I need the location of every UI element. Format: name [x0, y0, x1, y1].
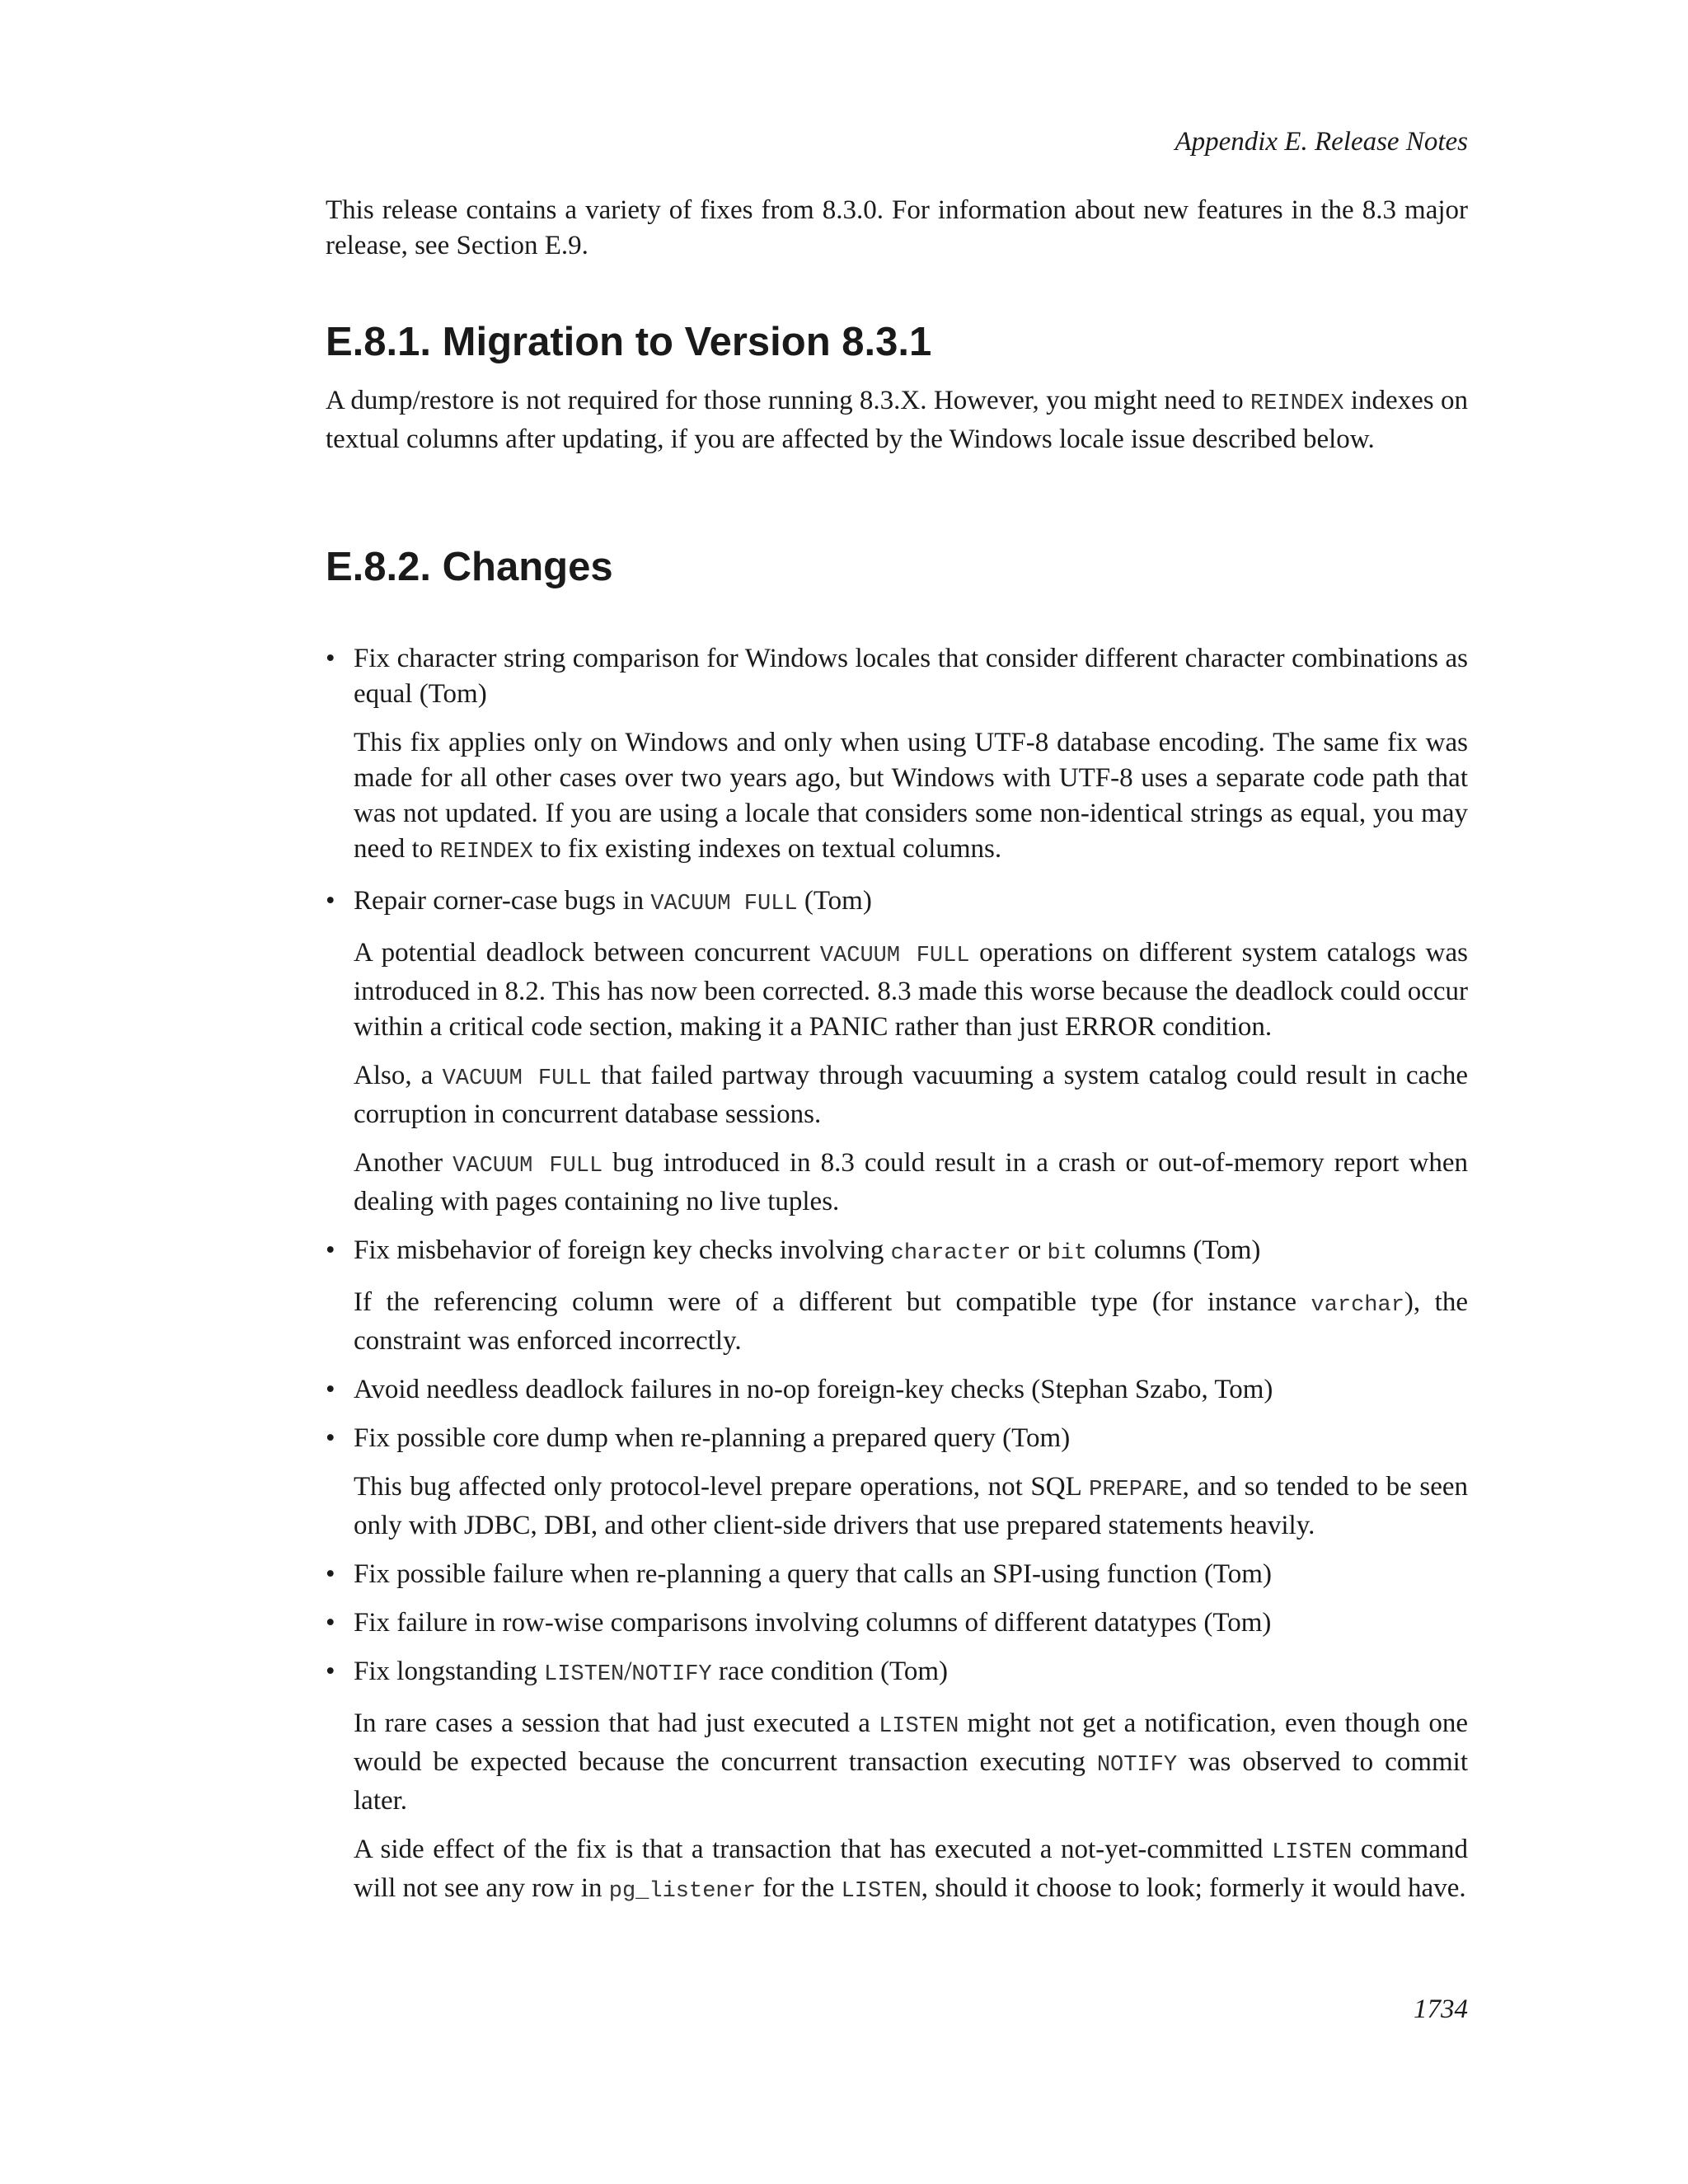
running-header: Appendix E. Release Notes: [1175, 127, 1468, 157]
code-listen: LISTEN: [879, 1714, 959, 1739]
text-run: , and so tended to be seen only with JDBC, DBI, and other client-side drivers that use prepared statements heavily.: [354, 1472, 1468, 1540]
section-heading-migration: E.8.1. Migration to Version 8.3.1: [326, 320, 932, 364]
item-detail: [354, 935, 1468, 1045]
text-run: , should it choose to look; formerly it would have.: [921, 1873, 1466, 1903]
text-run: Fix misbehavior of foreign key checks involving: [354, 1235, 891, 1265]
item-title: Fix character string comparison for Windows locales that consider different character combinations as equal (Tom): [354, 644, 1468, 709]
code-listen: LISTEN: [841, 1879, 921, 1904]
text-run: columns (Tom): [1087, 1235, 1261, 1265]
list-item: [326, 641, 1468, 870]
changes-list: [326, 641, 1468, 1910]
code-reindex: REINDEX: [1250, 391, 1344, 416]
text-run: If the referencing column were of a different but compatible type (for instance: [354, 1287, 1311, 1317]
list-item: [326, 883, 1468, 1220]
bullet-icon: •: [326, 644, 335, 673]
bullet-icon: •: [326, 1657, 335, 1686]
text-run: A potential deadlock between concurrent: [354, 938, 820, 968]
bullet-icon: •: [326, 1235, 335, 1265]
code-pg-listener: pg_listener: [608, 1879, 757, 1904]
item-detail: [354, 1146, 1468, 1220]
code-bit: bit: [1047, 1241, 1088, 1266]
migration-paragraph: [326, 383, 1468, 457]
code-vacuum-full: VACUUM FULL: [819, 944, 970, 968]
text-run: operations on different system catalogs was introduced in 8.2. This has now been corrected. 8.3 made this worse because the deadlock could occur within a critical code section, making it a PANIC rather than just ERROR condition.: [354, 938, 1468, 1042]
item-detail: [354, 1469, 1468, 1544]
text-run: bug introduced in 8.3 could result in a crash or out-of-memory report when dealing with pages containing no live tuples.: [354, 1148, 1469, 1216]
text-run: A dump/restore is not required for those running 8.3.X. However, you might need to: [326, 386, 1251, 415]
list-item: [326, 1557, 1468, 1592]
text-run: (Tom): [797, 886, 872, 916]
item-title: Fix possible failure when re-planning a query that calls an SPI-using function (Tom): [354, 1559, 1272, 1589]
list-item: [326, 1421, 1468, 1544]
text-run: for the: [756, 1873, 842, 1903]
item-detail: [354, 1706, 1468, 1819]
item-detail: [354, 1832, 1468, 1910]
list-item: [326, 1605, 1468, 1641]
code-listen: LISTEN: [1272, 1840, 1353, 1865]
code-prepare: PREPARE: [1089, 1478, 1183, 1502]
list-item: [326, 1233, 1468, 1359]
text-run: race condition (Tom): [711, 1657, 948, 1686]
text-run: A side effect of the fix is that a transaction that has executed a not-yet-committed: [354, 1835, 1273, 1864]
text-run: indexes on textual columns after updating, if you are affected by the Windows locale issue described below.: [326, 386, 1468, 454]
text-run: was observed to commit later.: [354, 1747, 1468, 1816]
text-run: Fix longstanding: [354, 1657, 545, 1686]
code-vacuum-full: VACUUM FULL: [452, 1154, 603, 1179]
text-run: This fix applies only on Windows and only when using UTF-8 database encoding. The same fix was made for all other cases over two years ago, but Windows with UTF-8 uses a separate code path that was not updated. If you are using a locale that considers some non-identical strings as equal, you may need to: [354, 728, 1468, 864]
list-item: [326, 1372, 1468, 1408]
text-run: command will not see any row in: [354, 1835, 1468, 1903]
bullet-icon: •: [326, 1423, 335, 1453]
item-title: [354, 883, 1468, 922]
intro-paragraph: This release contains a variety of fixes from 8.3.0. For information about new features in the 8.3 major release, see Section E.9.: [326, 195, 1468, 260]
item-title: Fix failure in row-wise comparisons involving columns of different datatypes (Tom): [354, 1608, 1272, 1638]
code-notify: NOTIFY: [1096, 1753, 1178, 1778]
code-varchar: varchar: [1311, 1293, 1404, 1318]
bullet-icon: •: [326, 1608, 335, 1638]
text-run: or: [1010, 1235, 1048, 1265]
item-title: [354, 1654, 1468, 1693]
section-heading-changes: E.8.2. Changes: [326, 545, 613, 589]
list-item: [326, 1654, 1468, 1910]
text-run: ), the constraint was enforced incorrectly.: [354, 1287, 1468, 1356]
code-vacuum-full: VACUUM FULL: [442, 1066, 592, 1091]
text-run: might not get a notification, even though one would be expected because the concurrent transaction executing: [354, 1708, 1469, 1777]
code-vacuum-full: VACUUM FULL: [650, 892, 798, 916]
item-title: Fix possible core dump when re-planning a prepared query (Tom): [354, 1423, 1071, 1453]
item-title: Avoid needless deadlock failures in no-op foreign-key checks (Stephan Szabo, Tom): [354, 1375, 1273, 1404]
bullet-icon: •: [326, 1559, 335, 1589]
text-run: /: [624, 1657, 632, 1686]
code-character: character: [890, 1241, 1011, 1266]
item-title: [354, 1233, 1468, 1272]
code-reindex: REINDEX: [439, 840, 533, 865]
bullet-icon: •: [326, 1375, 335, 1404]
page-content: [326, 193, 1468, 1923]
bullet-icon: •: [326, 886, 335, 916]
item-detail: [354, 1285, 1468, 1359]
text-run: Repair corner-case bugs in: [354, 886, 651, 916]
item-detail: [354, 1058, 1468, 1132]
text-run: Also, a: [354, 1061, 443, 1090]
code-listen: LISTEN: [544, 1662, 625, 1687]
text-run: In rare cases a session that had just executed a: [354, 1708, 879, 1738]
page-number: 1734: [1414, 1994, 1468, 2024]
text-run: Another: [354, 1148, 453, 1178]
text-run: to fix existing indexes on textual columns.: [532, 834, 1002, 864]
code-notify: NOTIFY: [631, 1662, 712, 1687]
text-run: that failed partway through vacuuming a system catalog could result in cache corruption in concurrent database sessions.: [354, 1061, 1468, 1129]
item-detail: [354, 725, 1468, 870]
text-run: This bug affected only protocol-level prepare operations, not SQL: [354, 1472, 1090, 1502]
